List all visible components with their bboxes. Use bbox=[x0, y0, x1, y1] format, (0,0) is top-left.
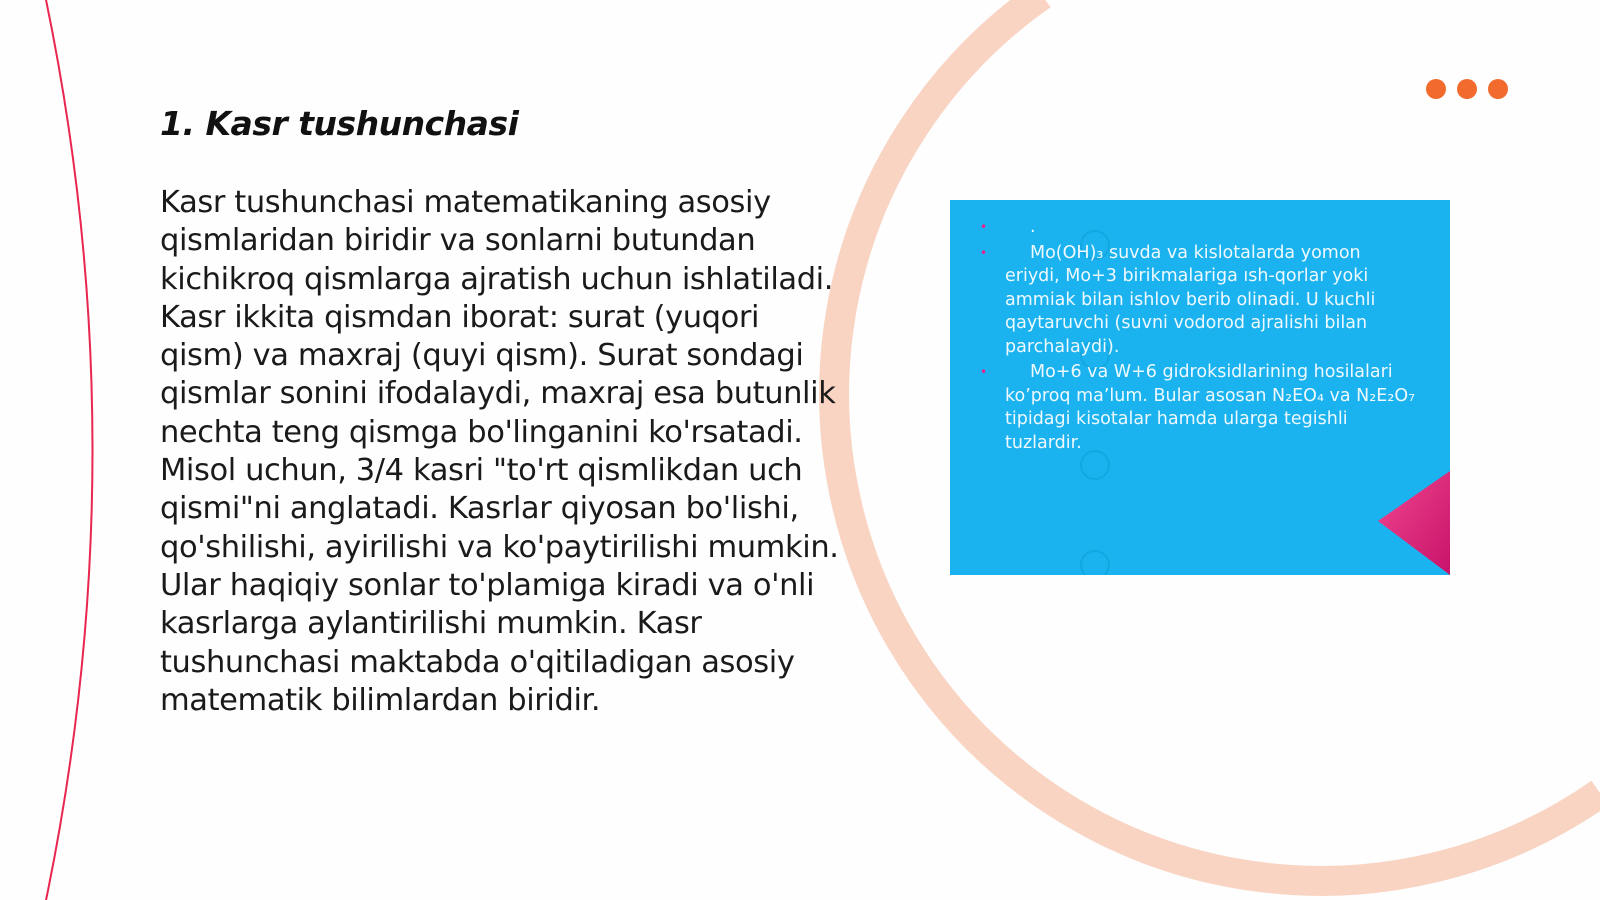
chemistry-bullet-list bbox=[980, 216, 1420, 457]
dot-3 bbox=[1488, 79, 1508, 99]
list-item-text: Mo+6 va W+6 gidroksidlarining hosilalari ko’proq ma’lum. Bular asosan N₂EO₄ va N₂E₂O₇ tipidagi kisotalar hamda ularga tegishli tuzlardir. bbox=[1005, 362, 1416, 453]
left-curve-line bbox=[45, 0, 93, 900]
dot-1 bbox=[1426, 79, 1446, 99]
slide-title: 1. Kasr tushunchasi bbox=[160, 104, 519, 143]
bullet-icon: • bbox=[980, 365, 988, 379]
bullet-icon: • bbox=[980, 245, 988, 260]
list-item-text: Mo(OH)₃ suvda va kislotalarda yomon eriydi, Mo+3 birikmalariga ısh-qorlar yoki ammiak bilan ishlov berib olinadi. U kuchli qaytaruvchi (suvni vodorod ajralishi bilan parchalaydi). bbox=[1005, 242, 1376, 357]
bullet-icon: • bbox=[980, 220, 988, 234]
list-item bbox=[980, 216, 1420, 240]
list-item-text: . bbox=[1030, 217, 1036, 237]
embedded-slide-image bbox=[950, 200, 1450, 575]
corner-triangle-decoration bbox=[1378, 471, 1450, 575]
three-dots-icon bbox=[1426, 79, 1508, 99]
dot-2 bbox=[1457, 79, 1477, 99]
slide-body-text: Kasr tushunchasi matematikaning asosiy qismlaridan biridir va sonlarni butundan kichikroq qismlarga ajratish uchun ishlatiladi. Kasr ikkita qismdan iborat: surat (yuqori qism) va maxraj (quyi qism). Surat sondagi qismlar sonini ifodalaydi, maxraj esa butunlik nechta teng qismga bo'linganini ko'rsatadi. Misol uchun, 3/4 kasri "to'rt qismlikdan uch qismi"ni anglatadi. Kasrlar qiyosan bo'lishi, qo'shilishi, ayirilishi va ko'paytirilishi mumkin. Ular haqiqiy sonlar to'plamiga kiradi va o'nli kasrlarga aylantirilishi mumkin. Kasr tushunchasi maktabda o'qitiladigan asosiy matematik bilimlardan biridir. bbox=[160, 185, 839, 718]
list-item bbox=[980, 242, 1420, 360]
list-item bbox=[980, 361, 1420, 455]
